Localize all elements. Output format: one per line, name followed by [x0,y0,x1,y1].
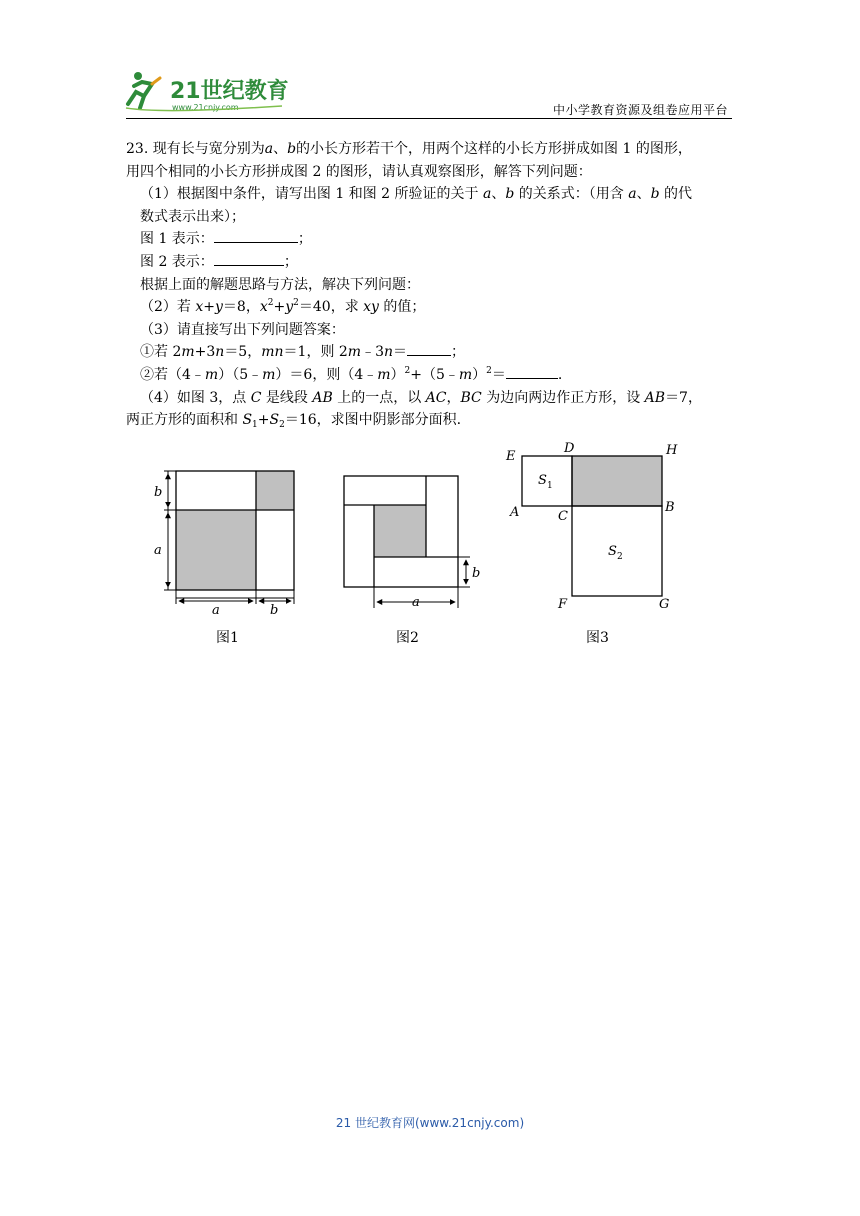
var-b: b [287,141,297,157]
segment-ab: AB [644,389,666,406]
question-3-part-1 [126,341,736,364]
var-y: y [285,299,294,316]
fig1-answer-line [126,228,736,251]
subscript: 2 [279,420,285,431]
var-s: S [269,412,280,429]
var-a: a [264,141,274,157]
text: ＝8， [222,299,260,316]
text: 的小长方形若干个，用两个这样的小长方形拼成如图 1 的图形， [296,141,692,157]
segment-bc: BC [460,389,482,406]
question-2 [126,296,736,319]
text: ＝ [491,366,506,383]
fig3-label-b: B [665,500,675,515]
fig3-shaded-rect [572,456,662,506]
text: . [557,366,563,383]
text: 图 1 表示： [140,231,214,248]
text: ）（5﹣ [218,366,263,383]
var-x: x [259,299,268,316]
text: 图 2 表示： [140,253,214,270]
figures [140,438,700,658]
var-xy: xy [363,299,379,316]
fig2-answer-blank[interactable] [214,251,284,266]
fig3-label-e: E [506,449,516,464]
fig3-label-s2: S [608,544,617,559]
problem-23 [126,138,736,432]
problem-intro-line-2: 用四个相同的小长方形拼成图 2 的图形，请认真观察图形，解答下列问题： [126,163,592,180]
var-a: a [628,186,637,203]
exponent: 2 [293,298,299,309]
fig3-label-c: C [558,509,568,524]
footer-link[interactable]: 21 世纪教育网(www.21cnjy.com) [335,1116,525,1130]
text: ＝40，求 [298,299,359,316]
figure-3 [505,441,678,646]
text: ； [283,253,298,270]
fig1-label-b-side: b [154,485,163,500]
var-mn: mn [261,344,284,361]
fig2-label-b: b [472,566,481,581]
question-3-part-2 [126,364,736,387]
question-4-line-1 [126,387,736,410]
runner-icon [128,72,160,108]
figure-2 [344,476,480,646]
point-c: C [250,389,262,406]
text: ） [472,366,487,383]
var-a: a [482,186,492,203]
problem-intro-line-1 [126,138,736,161]
question-1-line-2: 数式表示出来）； [140,208,245,225]
text: ）＝6，则（4﹣ [275,366,378,383]
text: +（5﹣ [410,366,459,383]
text: ； [297,231,312,248]
text: （4）如图 3，点 [140,389,247,406]
text: 的关系式：（用含 [518,186,624,203]
fig2-answer-line [126,251,736,274]
var-x-plus-y: x+y [195,299,223,316]
text: ＝7， [665,389,702,406]
text: ＝ [393,344,408,361]
text: ， [446,389,461,406]
fig3-label-s2-sub: 2 [617,552,623,562]
text: ①若 2 [140,344,182,361]
text: ） [390,366,405,383]
segment-ab: AB [312,389,333,406]
var-m: m [377,366,391,383]
fig1-shaded-large [176,510,256,590]
text: 、 [636,186,651,203]
method-line: 根据上面的解题思路与方法，解决下列问题： [140,276,420,293]
fig3-caption: 图3 [586,630,609,646]
text: ＝16，求图中阴影部分面积. [284,412,462,429]
var-b: b [505,186,515,203]
text: 为边向两边作正方形，设 [486,389,641,406]
text: 是线段 [265,389,308,406]
site-logo [122,66,292,114]
text: 、 [491,186,506,203]
fig2-caption: 图2 [396,630,419,646]
fig1-shaded-small [256,471,294,510]
fig3-label-h: H [666,443,678,458]
var-m: m [181,344,195,361]
text: ﹣3 [361,344,384,361]
fig1-label-b-bottom: b [270,603,279,618]
platform-name: 中小学教育资源及组卷应用平台 [552,103,728,117]
q3-2-answer-blank[interactable] [506,364,558,379]
var-n: n [215,344,225,361]
text: ； [451,344,466,361]
text: + [273,299,286,316]
question-4-line-2 [126,409,736,432]
exponent: 2 [404,365,411,376]
fig2-shaded-center [374,505,426,557]
text: 两正方形的面积和 [126,412,238,429]
var-n: n [384,344,394,361]
var-m: m [262,366,276,383]
text: ②若（4﹣ [140,366,205,383]
fig1-answer-blank[interactable] [214,228,298,243]
var-m: m [204,366,219,383]
fig2-label-a: a [412,595,420,610]
fig1-label-a-side: a [154,543,162,558]
figure-1 [154,471,294,646]
fig1-label-a-bottom: a [212,603,220,618]
q3-1-answer-blank[interactable] [407,341,451,356]
fig3-label-d: D [564,441,575,456]
question-3: （3）请直接写出下列问题答案： [140,321,345,338]
text: 现有长与宽分别为 [152,141,265,157]
logo-text: 21世纪教育 [170,79,289,104]
var-s: S [242,412,253,429]
fig1-caption: 图1 [216,630,239,646]
problem-number: 23. [126,141,149,157]
fig3-label-s1: S [538,473,547,488]
text: +3 [194,344,216,361]
fig3-label-g: G [659,597,670,612]
var-m: m [347,344,362,361]
exponent: 2 [267,298,274,309]
var-b: b [650,186,660,203]
fig3-label-f: F [558,597,568,612]
question-1-line-1 [126,183,736,206]
text: ＝5， [224,344,262,361]
text: （1）根据图中条件，请写出图 1 和图 2 所验证的关于 [140,186,479,203]
segment-ac: AC [425,389,447,406]
var-m: m [458,366,473,383]
text: ＝1，则 2 [283,344,348,361]
fig3-square-s2 [572,506,662,596]
text: 上的一点，以 [337,389,422,406]
text: 的值； [383,299,426,316]
fig3-label-a: A [510,505,520,520]
header-divider [126,118,732,119]
text: 、 [273,141,288,157]
logo-url: www.21cnjy.com [172,103,239,112]
text: + [257,412,270,429]
exponent: 2 [486,365,492,376]
text: （2）若 [140,299,191,316]
fig3-label-s1-sub: 1 [547,481,553,491]
text: 的代 [664,186,692,203]
subscript: 1 [252,420,258,431]
